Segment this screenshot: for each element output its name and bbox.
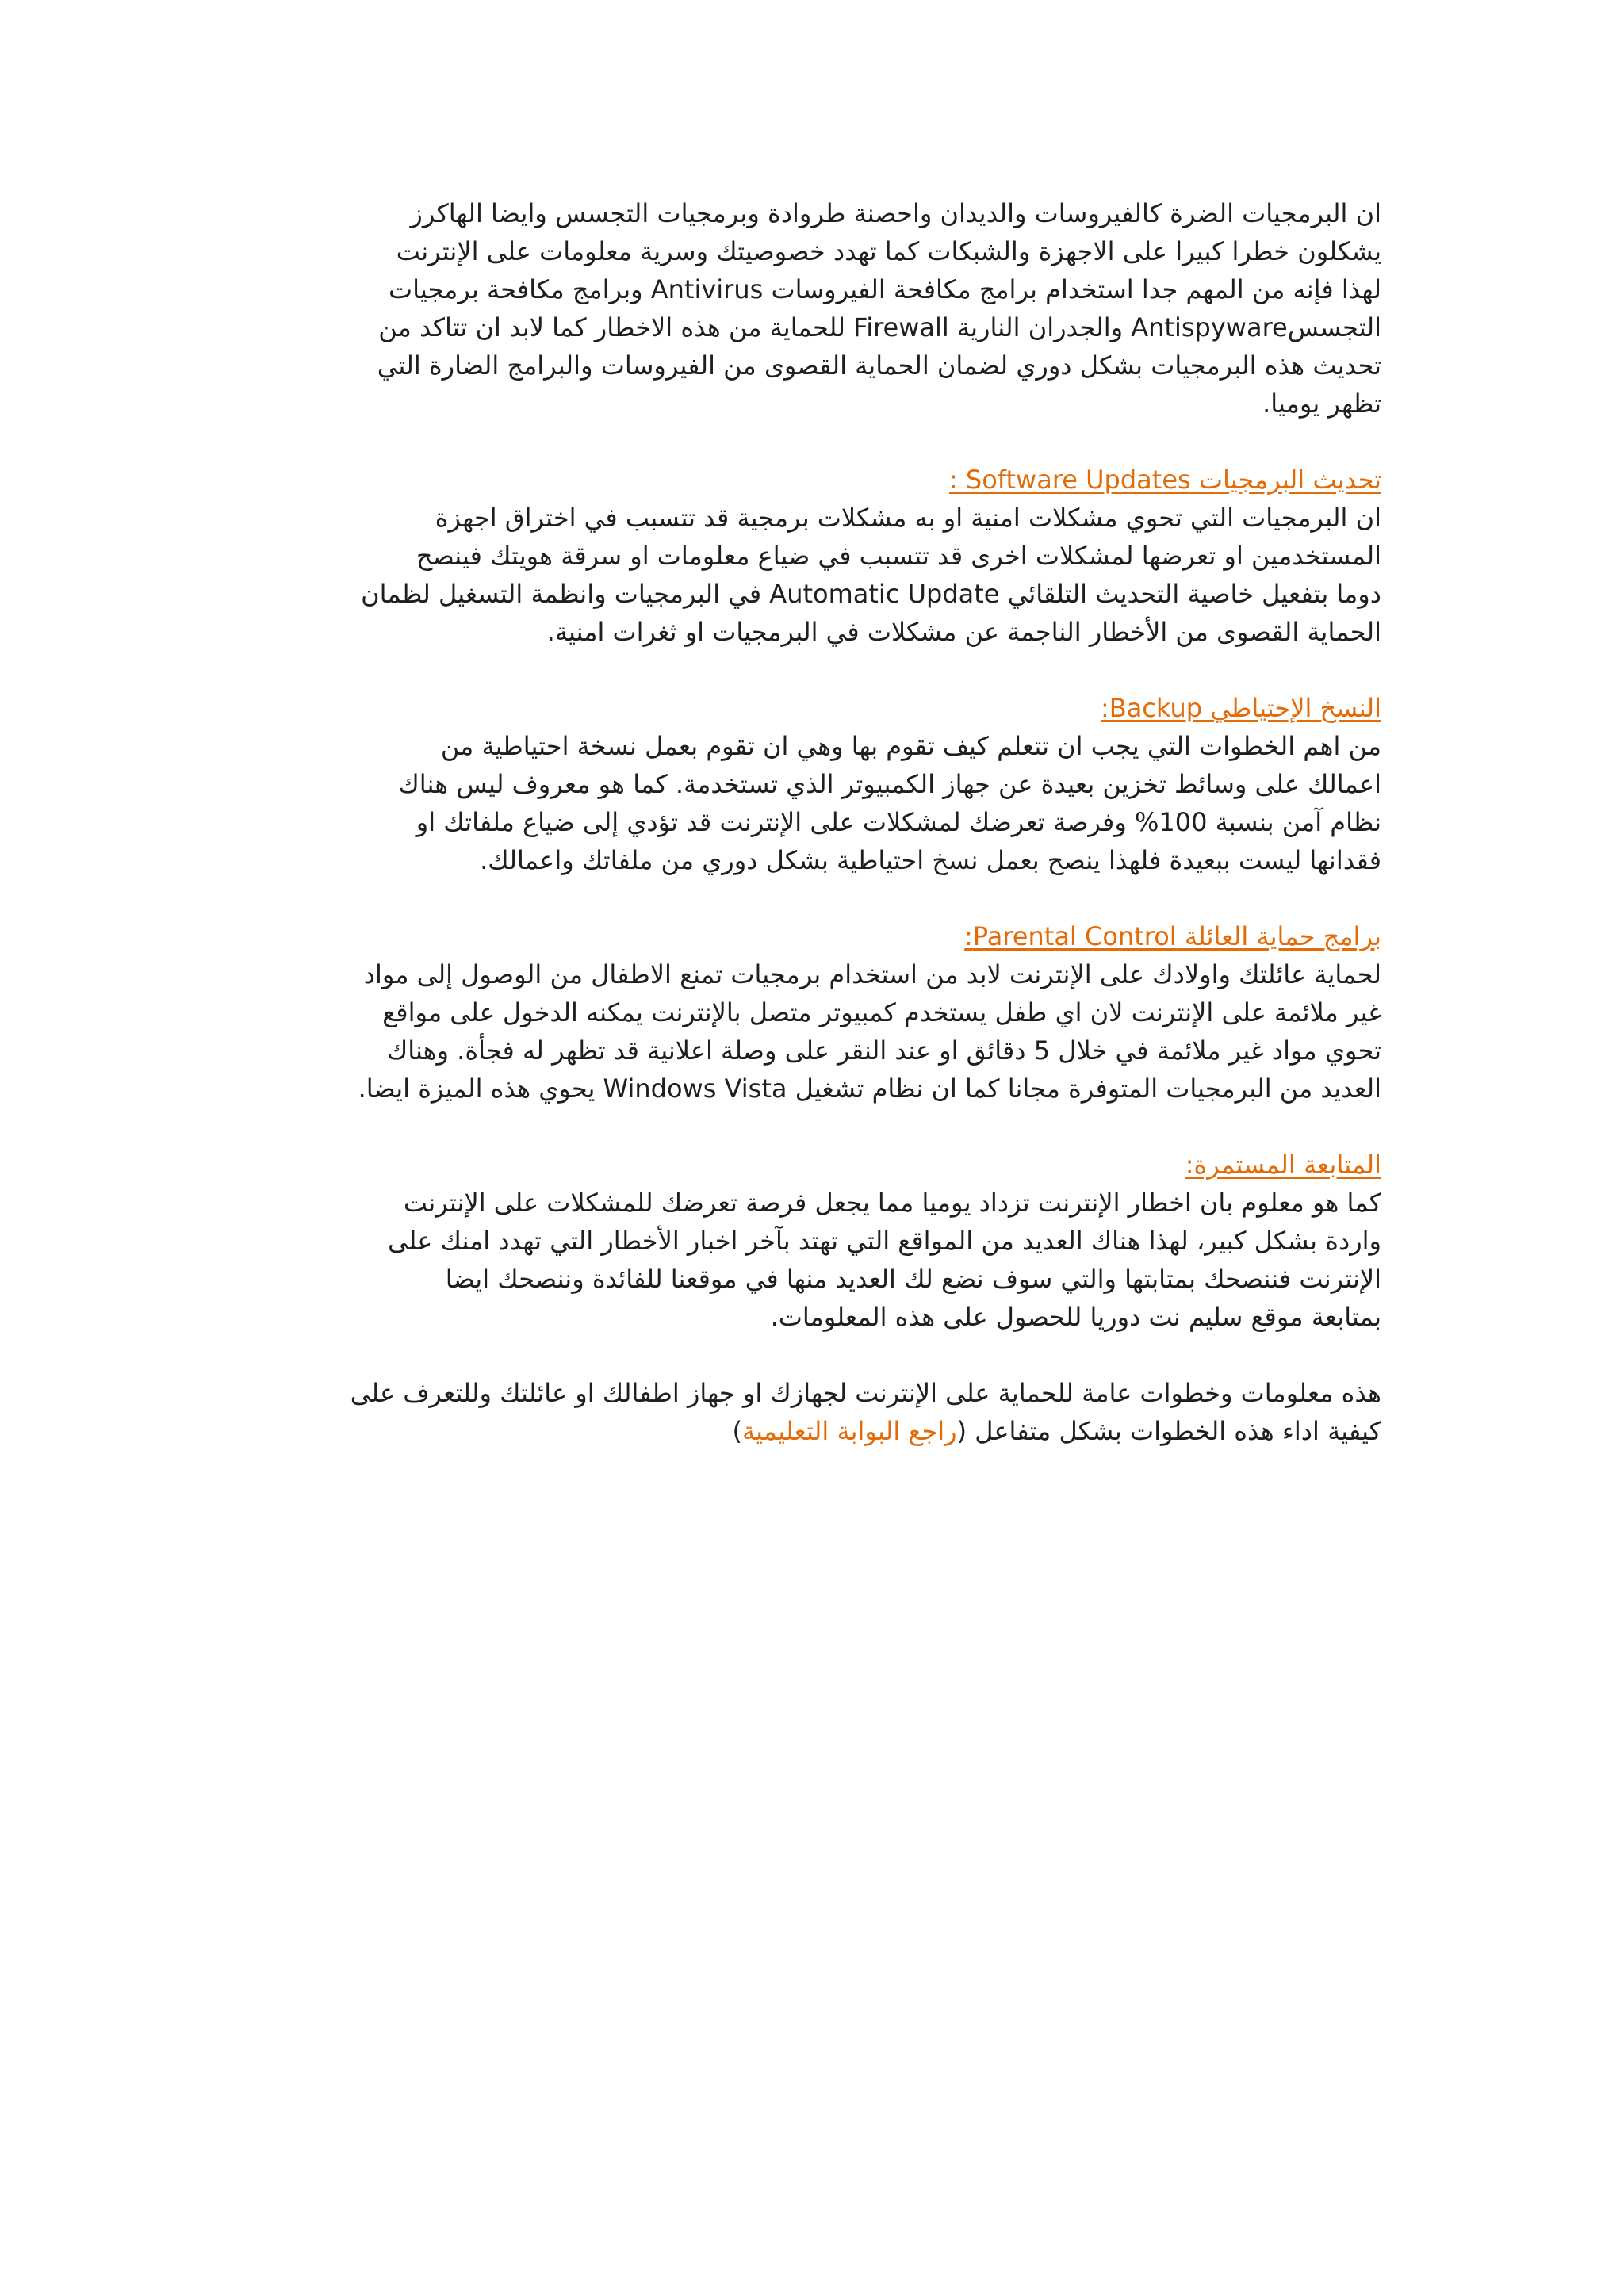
closing-paragraph: [239, 1374, 1381, 1450]
heading-parental-control: برامج حماية العائلة Parental Control:: [964, 921, 1381, 951]
closing-line-2-text: كيفية اداء هذه الخطوات بشكل متفاعل (: [956, 1416, 1381, 1446]
section-software-updates: [239, 461, 1381, 651]
section-continuous-monitoring: [239, 1146, 1381, 1336]
intro-paragraph: ان البرمجيات الضرة كالفيروسات والديدان واحصنة طروادة وبرمجيات التجسس وايضا الهاكرز يشكلون خطرا كبيرا على الاجهزة والشبكات كما تهدد خصوصيتك وسرية معلومات على الإنترنت لهذا فإنه من المهم جدا استخدام برامج مكافحة الفيروسات Antivirus وبرامج مكافحة برمجيات التجسسAntispyware والجدران النارية Firewall للحماية من هذه الاخطار كما لابد ان تتاكد من تحديث هذه البرمجيات بشكل دوري لضمان الحماية القصوى من الفيروسات والبرامج الضارة التي تظهر يوميا.: [377, 198, 1381, 419]
heading-backup: النسخ الإحتياطي Backup:: [1100, 693, 1381, 723]
closing-line-2-end: ): [732, 1416, 742, 1446]
body-parental-control: لحماية عائلتك واولادك على الإنترنت لابد من استخدام برمجيات تمنع الاطفال من الوصول إلى مواد غير ملائمة على الإنترنت لان اي طفل يستخدم كمبيوتر متصل بالإنترنت يمكنه الدخول على مواقع تحوي مواد غير ملائمة في خلال 5 دقائق او عند النقر على وصلة اعلانية قد تظهر له فجأة. وهناك العديد من البرمجيات المتوفرة مجانا كما ان نظام تشغيل Windows Vista يحوي هذه الميزة ايضا.: [358, 959, 1381, 1104]
educational-portal-link[interactable]: راجع البوابة التعليمية: [741, 1416, 957, 1446]
section-backup: [239, 689, 1381, 879]
closing-line-2: [239, 1412, 1381, 1450]
closing-line-1: هذه معلومات وخطوات عامة للحماية على الإنترنت لجهازك او جهاز اطفالك او عائلتك وللتعرف على: [350, 1378, 1381, 1408]
heading-continuous-monitoring: المتابعة المستمرة:: [1185, 1150, 1381, 1180]
section-parental-control: [239, 917, 1381, 1108]
body-backup: من اهم الخطوات التي يجب ان تتعلم كيف تقوم بها وهي ان تقوم بعمل نسخة احتياطية من اعمالك على وسائط تخزين بعيدة عن جهاز الكمبيوتر الذي تستخدمة. كما هو معروف ليس هناك نظام آمن بنسبة 100% وفرصة تعرضك لمشكلات على الإنترنت قد تؤدي إلى ضياع ملفاتك او فقدانها ليست ببعيدة فلهذا ينصح بعمل نسخ احتياطية بشكل دوري من ملفاتك واعمالك.: [398, 731, 1381, 875]
document-content: [239, 194, 1381, 1450]
body-continuous-monitoring: كما هو معلوم بان اخطار الإنترنت تزداد يوميا مما يجعل فرصة تعرضك للمشكلات على الإنترنت واردة بشكل كبير، لهذا هناك العديد من المواقع التي تهتد بآخر اخبار الأخطار التي تهدد امنك على الإنترنت فننصحك بمتابتها والتي سوف نضع لك العديد منها في موقعنا للفائدة وننصحك ايضا بمتابعة موقع سليم نت دوريا للحصول على هذه المعلومات.: [387, 1188, 1381, 1332]
body-software-updates: ان البرمجيات التي تحوي مشكلات امنية او به مشكلات برمجية قد تتسبب في اختراق اجهزة المستخدمين او تعرضها لمشكلات اخرى قد تتسبب في ضياع معلومات او سرقة هويتك فينصح دوما بتفعيل خاصية التحديث التلقائي Automatic Update في البرمجيات وانظمة التسغيل لظمان الحماية القصوى من الأخطار الناجمة عن مشكلات في البرمجيات او ثغرات امنية.: [361, 503, 1381, 647]
heading-software-updates: تحديث البرمجيات Software Updates :: [948, 465, 1381, 495]
